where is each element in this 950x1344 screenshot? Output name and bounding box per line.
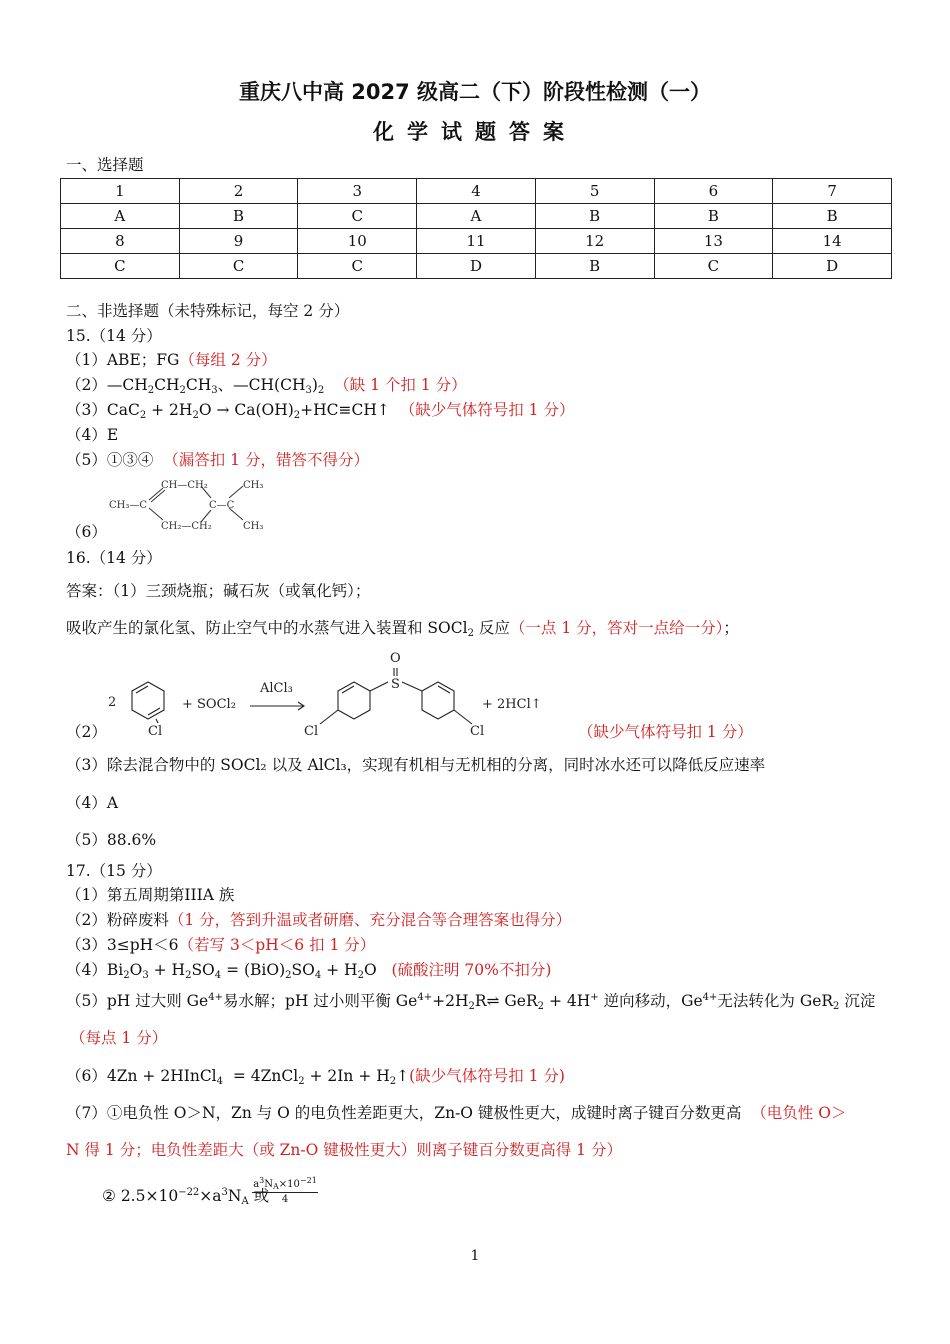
table-cell: B [654, 204, 773, 229]
table-cell: 1 [61, 179, 180, 204]
table-cell: 7 [773, 179, 892, 204]
q15-answer-4: （4）E [66, 426, 119, 444]
table-cell: 2 [179, 179, 298, 204]
q15-answer-1: （1）ABE；FG（每组 2 分） [66, 351, 277, 369]
q17-answer-7: （7）①电负性 O＞N，Zn 与 O 的电负性差距更大，Zn-O 键极性更大，成键时离子键百分数更高 （电负性 O＞ [66, 1104, 847, 1122]
svg-text:Cl: Cl [148, 724, 163, 739]
svg-text:O: O [390, 651, 401, 666]
table-cell: A [61, 204, 180, 229]
table-cell: 4 [417, 179, 536, 204]
table-cell: 9 [179, 229, 298, 254]
table-row [61, 204, 892, 229]
table-cell: 14 [773, 229, 892, 254]
q17-fraction: $a^3N_A\times 10^{-21}$ 4 [253, 1176, 317, 1205]
q17-answer-5: （5）pH 过大则 $Ge^{4+}$易水解；pH 过小则平衡 $Ge^{4+}+2H_2R\rightleftharpoons$ GeR$_2$ + 4H+ 逆向移动，$Ge^{4+}$无法转化为 GeR$_2$ 沉淀 [66, 992, 876, 1012]
q16-heading: 16.（14 分） [66, 549, 162, 567]
svg-text:2: 2 [108, 695, 117, 710]
q17-heading: 17.（15 分） [66, 862, 162, 880]
table-cell: 3 [298, 179, 417, 204]
table-cell: 6 [654, 179, 773, 204]
page-number: 1 [470, 1248, 480, 1264]
answer-table [60, 178, 892, 279]
q16-answer-1: 答案：（1）三颈烧瓶；碱石灰（或氧化钙）； [66, 582, 371, 600]
q16-answer-4: （4）A [66, 794, 119, 812]
q15-answer-2: $(2)—CH_2CH_2CH_3$、$—CH(CH_3)_2$ （缺 1 个扣 1 分） [66, 376, 467, 396]
table-cell: B [179, 204, 298, 229]
table-cell: A [417, 204, 536, 229]
q16-answer-3: （3）除去混合物中的 SOCl₂ 以及 AlCl₃，实现有机相与无机相的分离，同时冰水还可以降低反应速率 [66, 756, 766, 774]
table-cell: 10 [298, 229, 417, 254]
table-cell: C [179, 254, 298, 279]
table-row [61, 254, 892, 279]
svg-text:C—C: C—C [209, 500, 235, 511]
q17-answer-1: （1）第五周期第IIIA 族 [66, 886, 235, 904]
table-cell: 13 [654, 229, 773, 254]
table-cell: B [773, 204, 892, 229]
q17-answer-2: （2）粉碎废料（1 分，答到升温或者研磨、充分混合等合理答案也得分） [66, 911, 572, 929]
q17-answer-5-note: （每点 1 分） [70, 1029, 168, 1047]
table-cell: C [61, 254, 180, 279]
q16-answer-5: （5）88.6% [66, 831, 157, 849]
q17-answer-7-note: N 得 1 分；电负性差距大（或 Zn-O 键极性更大）则离子键百分数更高得 1 分） [66, 1141, 622, 1159]
svg-text:+ SOCl₂: + SOCl₂ [182, 697, 236, 712]
table-row [61, 229, 892, 254]
svg-text:Cl: Cl [304, 724, 319, 739]
q17-answer-4: $(4)Bi_2O_3 + H_2SO_4 = (BiO)_2SO_4 + H_2O$ (硫酸注明 70%不扣分) [66, 961, 552, 981]
table-row [61, 179, 892, 204]
svg-text:+ 2HCl↑: + 2HCl↑ [482, 697, 542, 712]
table-cell: C [298, 204, 417, 229]
q15-heading: 15.（14 分） [66, 327, 162, 345]
q17-answer-6: （6）4Zn + 2HInCl$_4$ = 4ZnCl$_2$ + $2In + H_2↑$(缺少气体符号扣 1 分) [66, 1067, 565, 1087]
q15-answer-6: （6） [66, 523, 107, 541]
svg-text:AlCl₃: AlCl₃ [260, 681, 293, 696]
svg-text:CH₃: CH₃ [243, 521, 264, 532]
q16-answer-1b: 吸收产生的氯化氢、防止空气中的水蒸气进入装置和 SOCl$_2$ 反应（一点 1 分，答对一点给一分）； [66, 619, 739, 639]
table-cell: D [417, 254, 536, 279]
svg-text:CH₃: CH₃ [243, 480, 264, 491]
table-cell: 5 [535, 179, 654, 204]
q16-answer-2-note: （缺少气体符号扣 1 分） [578, 723, 753, 741]
section2-heading: 二、非选择题（未特殊标记，每空 2 分） [66, 302, 350, 320]
table-cell: C [298, 254, 417, 279]
q16-answer-2: （2） [66, 723, 107, 741]
page-subtitle: 化学试题答案 [373, 120, 577, 144]
q15-answer-3: $(3)CaC_2 + 2H_2O$ → $Ca(OH)_2+HC\equiv CH↑$ （缺少气体符号扣 1 分） [66, 401, 575, 421]
table-cell: B [535, 254, 654, 279]
page-title: 重庆八中高 2027 级高二（下）阶段性检测（一） [238, 80, 712, 104]
q17-answer-7b: ② $2.5\times 10^{-22}\times a^3N_A$ 或 [102, 1187, 270, 1207]
svg-text:CH—CH₂: CH—CH₂ [161, 480, 208, 491]
table-cell: B [535, 204, 654, 229]
table-cell: 11 [417, 229, 536, 254]
table-cell: 8 [61, 229, 180, 254]
q16-reaction-figure [100, 648, 560, 740]
q17-answer-3: （3）3≤pH＜6（若写 3＜pH＜6 扣 1 分） [66, 936, 376, 954]
table-cell: C [654, 254, 773, 279]
q15-answer-5: （5）①③④ （漏答扣 1 分，错答不得分） [66, 451, 369, 469]
svg-text:Cl: Cl [470, 724, 485, 739]
table-cell: D [773, 254, 892, 279]
table-cell: 12 [535, 229, 654, 254]
svg-text:CH₂—CH₂: CH₂—CH₂ [161, 521, 212, 532]
section1-heading: 一、选择题 [66, 156, 144, 174]
q15-structure-figure [105, 474, 275, 536]
svg-text:S: S [391, 677, 400, 692]
svg-text:CH₃—C: CH₃—C [109, 500, 148, 511]
